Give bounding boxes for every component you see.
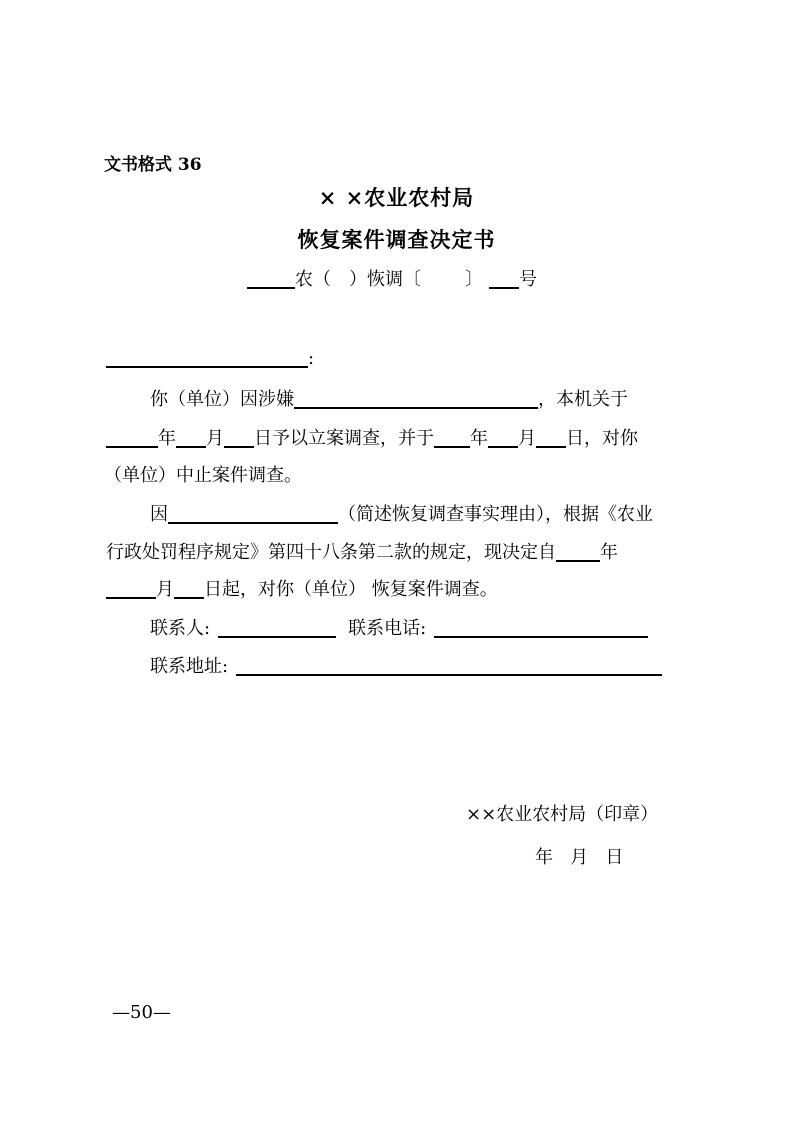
blank-contact-phone[interactable]	[434, 616, 648, 638]
blank-contact-person[interactable]	[218, 616, 336, 638]
label-month-3: 月	[156, 579, 174, 600]
seal-line: ××农业农村局（印章）	[466, 804, 659, 825]
contact-line	[150, 614, 648, 640]
para2-line3	[106, 575, 498, 601]
number-huidiao: ）恢调〔	[349, 269, 421, 290]
blank-reason[interactable]	[168, 502, 338, 524]
date-line: 年 月 日	[535, 847, 624, 868]
format-label: 文书格式 36	[104, 155, 202, 175]
para1-line3: （单位）中止案件调查。	[104, 465, 302, 486]
blank-serial[interactable]	[489, 267, 519, 289]
blank-day-3[interactable]	[174, 577, 204, 599]
number-nong: 农（	[295, 269, 331, 290]
contact-phone-label: 联系电话:	[348, 618, 427, 639]
blank-year-3[interactable]	[556, 540, 600, 562]
blank-suspected-violation[interactable]	[294, 387, 538, 409]
recipient-colon: :	[308, 348, 315, 369]
para1-text-c: 日予以立案调查，并于	[254, 428, 434, 449]
para2-line2	[106, 538, 618, 564]
para1-text-d: 日，对你	[566, 428, 638, 449]
para2-text-b: 行政处罚程序规定》第四十八条第二款的规定，现决定自	[106, 542, 556, 563]
blank-day-1[interactable]	[224, 426, 254, 448]
blank-month-1[interactable]	[176, 426, 206, 448]
contact-person-label: 联系人:	[150, 618, 211, 639]
agency-title: × ×农业农村局	[318, 185, 475, 210]
blank-day-2[interactable]	[536, 426, 566, 448]
para2-yin: 因	[150, 504, 168, 525]
label-month-2: 月	[518, 428, 536, 449]
blank-month-3[interactable]	[106, 577, 156, 599]
para1-line1	[150, 385, 628, 411]
para1-line2	[106, 424, 638, 450]
document-title: 恢复案件调查决定书	[297, 227, 496, 252]
document-number-line	[247, 265, 537, 291]
label-year-1: 年	[158, 428, 176, 449]
blank-recipient[interactable]	[106, 346, 308, 368]
label-month-1: 月	[206, 428, 224, 449]
number-hao: 号	[519, 269, 537, 290]
para1-text-a: 你（单位）因涉嫌	[150, 389, 294, 410]
blank-contact-address[interactable]	[236, 654, 662, 676]
recipient-line	[106, 346, 314, 369]
blank-month-2[interactable]	[488, 426, 518, 448]
para1-text-b: ，本机关于	[538, 389, 628, 410]
contact-address-label: 联系地址:	[150, 656, 229, 677]
blank-year-2[interactable]	[434, 426, 470, 448]
blank-prefix[interactable]	[247, 267, 295, 289]
label-year-3: 年	[600, 542, 618, 563]
number-close-bracket: 〕	[465, 269, 483, 290]
page-number: —50—	[112, 1002, 171, 1023]
para2-line1	[150, 500, 653, 526]
label-year-2: 年	[470, 428, 488, 449]
para2-reason-text: （简述恢复调查事实理由），根据《农业	[338, 504, 653, 525]
para2-text-c: 日起，对你（单位） 恢复案件调查。	[204, 579, 498, 600]
address-line	[150, 652, 662, 678]
blank-year-1[interactable]	[106, 426, 158, 448]
